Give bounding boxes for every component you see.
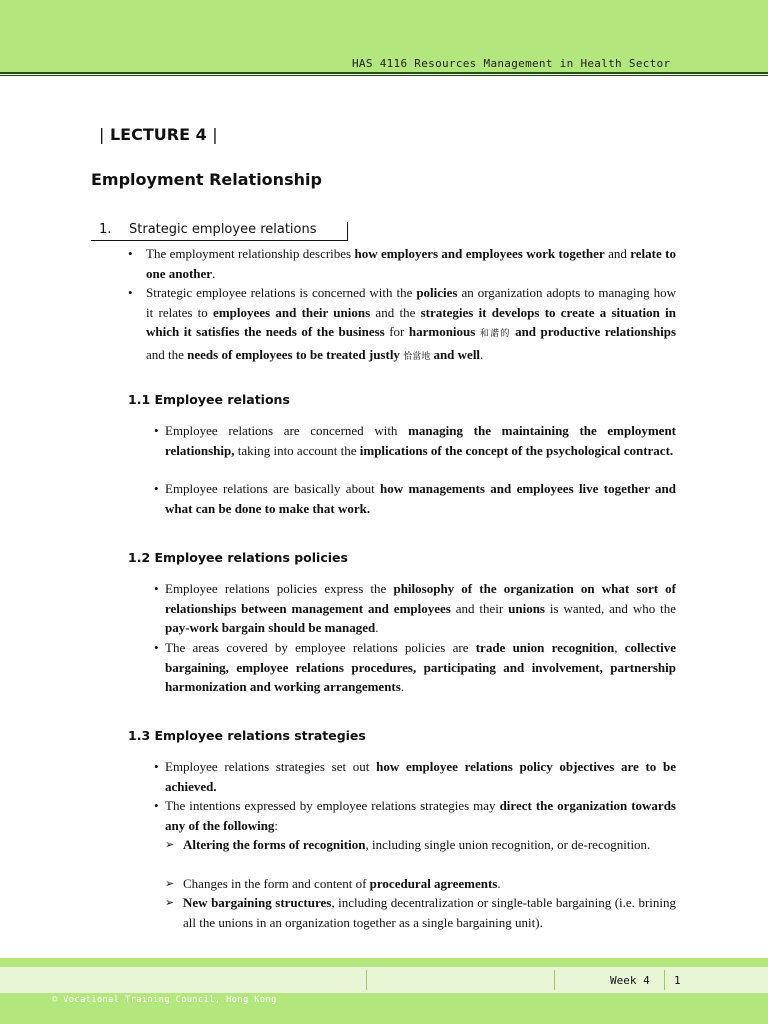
subsection-heading: 1.1 Employee relations	[128, 392, 290, 407]
list-item: • The intentions expressed by employee relations strategies may direct the organization towards any of the following:	[154, 798, 676, 833]
subsection-heading: 1.2 Employee relations policies	[128, 550, 348, 565]
list-item: • Employee relations strategies set out how employee relations policy objectives are to be achieved.	[154, 759, 676, 794]
footer-cell	[0, 970, 367, 990]
copyright: © Vocational Training Council, Hong Kong	[52, 995, 277, 1005]
list-item: • Employee relations are concerned with managing the maintaining the employment relationship, taking into account the implications of the concept of the psychological contract.	[154, 423, 677, 458]
page-number: 1	[674, 974, 681, 987]
list-item: • The areas covered by employee relations policies are trade union recognition, collective bargaining, employee relations procedures, participating and involvement, partnership harmonization and working arrangements.	[154, 640, 676, 694]
page-title: Employment Relationship	[91, 170, 322, 189]
subsection-heading: 1.3 Employee relations strategies	[128, 728, 366, 743]
list-item: • Strategic employee relations is concerned with the policies an organization adopts to managing how it relates to employees and their unions and the strategies it develops to create a situation in which it satisfies the needs of the business for harmonious 和諧的 and productive relationships and the needs of employees to be treated justly 恰當地 and well.	[128, 285, 677, 362]
arrow-bullet-icon: ➢	[165, 838, 175, 851]
header-rule-thin	[0, 75, 768, 76]
list-item: • Employee relations are basically about how managements and employees live together and what can be done to make that work.	[154, 481, 676, 516]
header-rule	[0, 72, 768, 74]
arrow-bullet-icon: ➢	[165, 896, 175, 909]
list-item: ➢ New bargaining structures, including decentralization or single-table bargaining (i.e. brining all the unions in an organization together as a single bargaining unit).	[165, 895, 677, 930]
footer-cell	[367, 970, 555, 990]
week-label: Week 4	[610, 974, 650, 987]
section-heading: 1. Strategic employee relations	[91, 222, 348, 241]
course-title: HAS 4116 Resources Management in Health Sector	[352, 57, 671, 70]
list-item: ➢ Changes in the form and content of procedural agreements.	[165, 874, 676, 894]
arrow-bullet-icon: ➢	[165, 877, 175, 890]
list-item: • Employee relations policies express the philosophy of the organization on what sort of relationships between management and employees and their unions is wanted, and who the pay-work bargain should be managed.	[154, 581, 677, 635]
lecture-label: | LECTURE 4 |	[99, 125, 218, 144]
list-item: • The employment relationship describes how employers and employees work together and relate to one another.	[128, 246, 676, 281]
list-item: ➢ Altering the forms of recognition, including single union recognition, or de-recognition.	[165, 835, 676, 855]
